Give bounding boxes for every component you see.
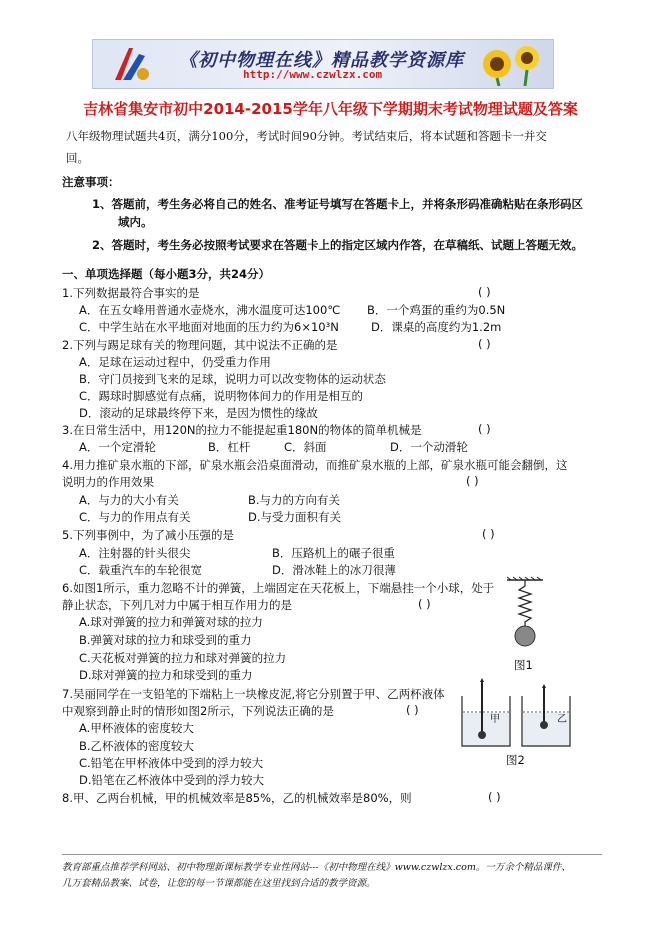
question-7-stem-line-1: 7.吴丽同学在一支铅笔的下端粘上一块橡皮泥,将它分别置于甲、乙两杯液体 <box>62 687 445 701</box>
q3-option-d: D．一个动滑轮 <box>390 440 468 454</box>
beaker-label-yi: 乙 <box>557 714 567 725</box>
note-1-line-2: 域内。 <box>118 215 153 229</box>
q1-option-a: A．在五女峰用普通水壶烧水，沸水温度可达100℃ <box>79 303 341 317</box>
question-1-stem: 1.下列数据最符合事实的是 <box>62 286 200 300</box>
q5-option-b: B．压路机上的碾子很重 <box>272 546 395 560</box>
question-7-stem-line-2: 中观察到静止时的情形如图2所示，下列说法正确的是 <box>62 704 334 718</box>
q2-option-b: B．守门员接到飞来的足球，说明力可以改变物体的运动状态 <box>79 372 386 386</box>
site-logo-icon <box>109 44 153 84</box>
q1-option-b: B．一个鸡蛋的重约为0.5N <box>367 303 506 317</box>
q1-option-c: C．中学生站在水平地面对地面的压力约为6×10³N <box>79 320 339 334</box>
answer-blank-3[interactable]: ( ) <box>478 422 491 436</box>
answer-blank-5[interactable]: ( ) <box>482 527 495 541</box>
q6-option-a: A.球对弹簧的拉力和弹簧对球的拉力 <box>79 615 263 629</box>
section-heading: 一、单项选择题（每小题3分，共24分） <box>62 267 271 281</box>
q3-option-c: C．斜面 <box>284 440 327 454</box>
notes-heading: 注意事项： <box>62 175 120 189</box>
q7-option-c: C.铅笔在甲杯液体中受到的浮力较大 <box>79 756 264 770</box>
spring-ball-figure <box>503 576 547 656</box>
question-6-stem-line-1: 6.如图1所示，重力忽略不计的弹簧，上端固定在天花板上，下端悬挂一个小球，处于 <box>62 581 495 595</box>
answer-blank-7[interactable]: ( ) <box>406 703 419 717</box>
question-4-stem-line-2: 说明力的作用效果 <box>62 475 154 489</box>
footer-line-2: 几万套精品教案、试卷，让您的每一节课都能在这里找到合适的教学资源。 <box>62 878 376 889</box>
banner-title: 《初中物理在线》精品教学资源库 <box>179 50 464 71</box>
question-6-stem-line-2: 静止状态，下列几对力中属于相互作用力的是 <box>62 598 292 612</box>
question-2-stem: 2.下列与踢足球有关的物理问题，其中说法不正确的是 <box>62 338 338 352</box>
answer-blank-2[interactable]: ( ) <box>478 337 491 351</box>
q4-option-b: B.与力的方向有关 <box>248 493 341 507</box>
question-8-stem: 8.甲、乙两台机械，甲的机械效率是85%，乙的机械效率是80%，则 <box>62 791 412 805</box>
q3-option-b: B．杠杆 <box>208 440 251 454</box>
q4-option-c: C．与力的作用点有关 <box>79 510 191 524</box>
note-1-line-1: 1、答题前，考生务必将自己的姓名、准考证号填写在答题卡上，并将条形码准确粘贴在条形码区 <box>92 197 583 211</box>
figure-1-label: 图1 <box>514 658 533 672</box>
q7-option-a: A.甲杯液体的密度较大 <box>79 721 194 735</box>
answer-blank-8[interactable]: ( ) <box>488 790 501 804</box>
beaker-label-jia: 甲 <box>490 714 500 725</box>
q6-option-c: C.天花板对弹簧的拉力和球对弹簧的拉力 <box>79 651 287 665</box>
answer-blank-4[interactable]: ( ) <box>466 474 479 488</box>
footer-line-1: 教育部重点推荐学科网站、初中物理新课标教学专业性网站---《初中物理在线》www.czwlzx.com。一万余个精品课件、 <box>62 862 571 873</box>
q2-option-a: A．足球在运动过程中，仍受重力作用 <box>79 355 271 369</box>
answer-blank-6[interactable]: ( ) <box>418 597 431 611</box>
q7-option-b: B.乙杯液体的密度较大 <box>79 739 195 753</box>
header-banner <box>92 39 554 89</box>
note-2: 2、答题时，考生务必按照考试要求在答题卡上的指定区域内作答，在草稿纸、试题上答题无效。 <box>92 238 583 252</box>
question-5-stem: 5.下列事例中，为了减小压强的是 <box>62 528 234 542</box>
footer-divider <box>62 854 602 855</box>
q5-option-a: A．注射器的针头很尖 <box>79 546 191 560</box>
sunflower-icon <box>477 42 547 86</box>
banner-url[interactable]: http://www.czwlzx.com <box>243 68 383 81</box>
q1-option-d: D．课桌的高度约为1.2m <box>371 320 502 334</box>
q6-option-d: D.球对弹簧的拉力和球受到的重力 <box>79 668 253 682</box>
q2-option-d: D．滚动的足球最终停下来，是因为惯性的缘故 <box>79 406 318 420</box>
q5-option-d: D．滑冰鞋上的冰刀很薄 <box>272 563 396 577</box>
q5-option-c: C．载重汽车的车轮很宽 <box>79 563 203 577</box>
intro-line-2: 回。 <box>66 151 89 165</box>
question-3-stem: 3.在日常生活中，用120N的拉力不能提起重180N的物体的简单机械是 <box>62 423 422 437</box>
intro-line-1: 八年级物理试题共4页，满分100分，考试时间90分钟。考试结束后，将本试题和答题卡一并交 <box>66 129 547 143</box>
q3-option-a: A．一个定滑轮 <box>79 440 156 454</box>
question-4-stem-line-1: 4.用力推矿泉水瓶的下部，矿泉水瓶会沿桌面滑动，而推矿泉水瓶的上部，矿泉水瓶可能会翻倒，这 <box>62 458 568 472</box>
page-title: 吉林省集安市初中2014-2015学年八年级下学期期末考试物理试题及答案 <box>83 100 578 118</box>
q7-option-d: D.铅笔在乙杯液体中受到的浮力较大 <box>79 773 265 787</box>
q4-option-a: A．与力的大小有关 <box>79 493 179 507</box>
q2-option-c: C．踢球时脚感觉有点痛，说明物体间力的作用是相互的 <box>79 389 364 403</box>
answer-blank-1[interactable]: ( ) <box>478 285 491 299</box>
q6-option-b: B.弹簧对球的拉力和球受到的重力 <box>79 633 252 647</box>
figure-2-label: 图2 <box>506 753 525 767</box>
q4-option-d: D.与受力面积有关 <box>248 510 342 524</box>
